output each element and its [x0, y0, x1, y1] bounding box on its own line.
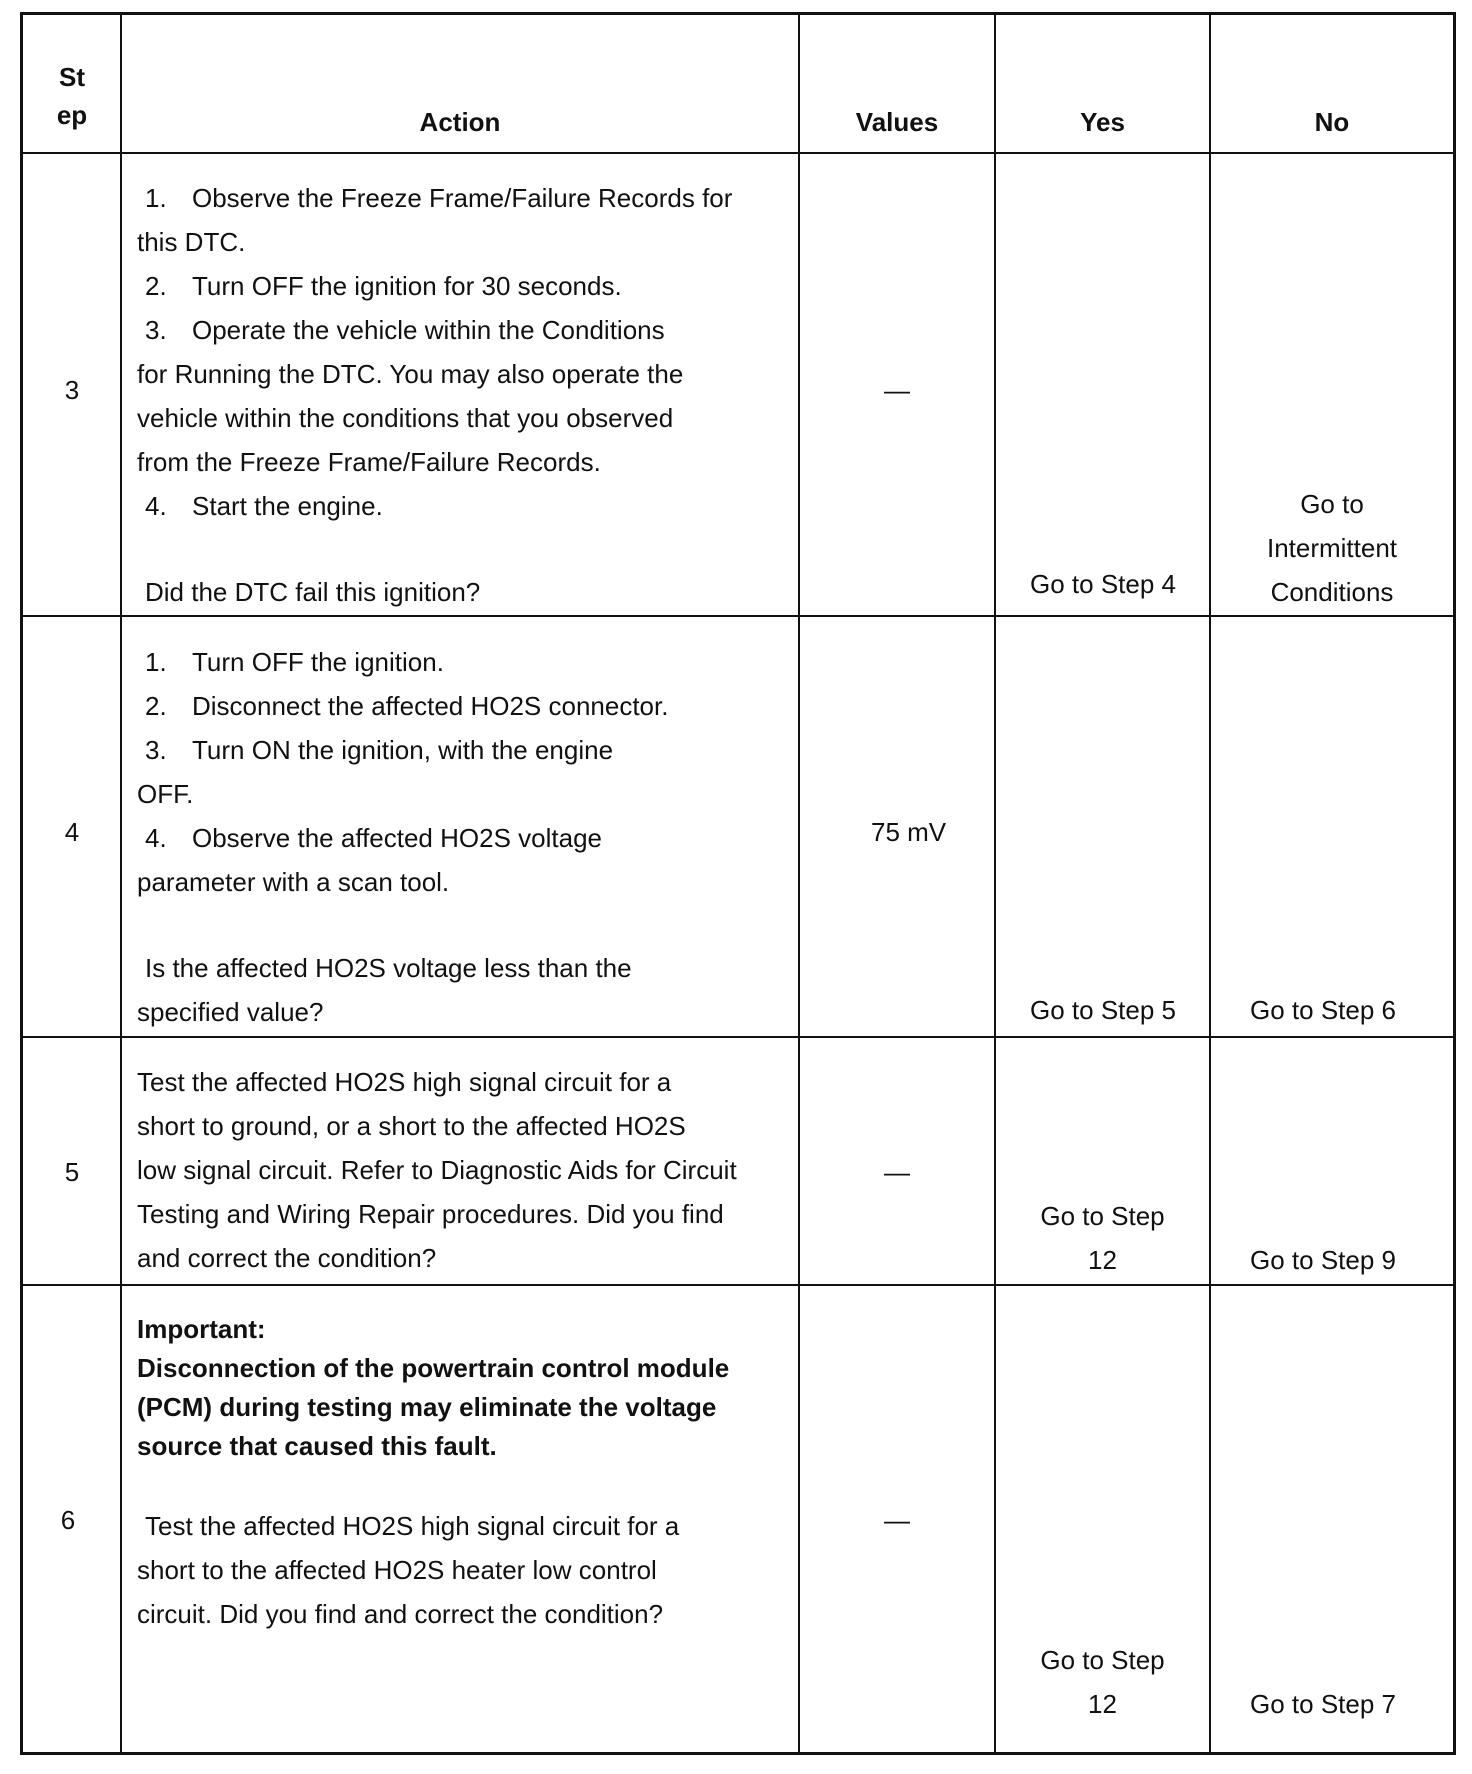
action-line: 2. Disconnect the affected HO2S connector.	[145, 691, 669, 721]
action-question: Did the DTC fail this ignition?	[145, 577, 481, 607]
diagnostic-table	[20, 12, 1456, 1755]
row-divider	[20, 1284, 1456, 1286]
row-5-values: —	[884, 1157, 910, 1187]
action-question: specified value?	[137, 997, 324, 1027]
row-6-step: 6	[60, 1505, 76, 1535]
action-line: Test the affected HO2S high signal circuit for a	[145, 1511, 680, 1541]
spacer	[137, 904, 792, 946]
action-line: 1. Observe the Freeze Frame/Failure Records for	[145, 183, 733, 213]
header-action: Action	[419, 107, 501, 137]
table-border-bottom	[20, 1752, 1456, 1755]
spacer	[137, 1466, 792, 1504]
action-line: Test the affected HO2S high signal circuit for a	[137, 1067, 672, 1097]
row-4-yes: Go to Step 5	[1030, 995, 1176, 1025]
important-line: (PCM) during testing may eliminate the voltage	[137, 1392, 717, 1422]
header-step	[24, 58, 120, 134]
action-line: for Running the DTC. You may also operate the	[137, 359, 684, 389]
action-line: Testing and Wiring Repair procedures. Did you find	[137, 1199, 724, 1229]
column-divider	[798, 12, 800, 1755]
row-5-no: Go to Step 9	[1250, 1245, 1396, 1275]
important-label: Important:	[137, 1314, 266, 1344]
row-6-action	[137, 1310, 792, 1636]
row-5-step: 5	[64, 1157, 80, 1187]
row-divider	[20, 615, 1456, 617]
table-border-top	[20, 12, 1456, 15]
action-line: this DTC.	[137, 227, 246, 257]
action-line: short to ground, or a short to the affected HO2S	[137, 1111, 686, 1141]
table-border-left	[20, 12, 23, 1755]
row-6-values: —	[884, 1505, 910, 1535]
row-6-no: Go to Step 7	[1250, 1689, 1396, 1719]
important-line: source that caused this fault.	[137, 1431, 497, 1461]
column-divider	[1209, 12, 1211, 1755]
action-line: 3. Operate the vehicle within the Conditions	[145, 315, 665, 345]
header-yes: Yes	[1080, 107, 1125, 137]
row-3-values: —	[884, 375, 910, 405]
column-divider	[994, 12, 996, 1755]
row-3-step: 3	[64, 375, 80, 405]
action-line: from the Freeze Frame/Failure Records.	[137, 447, 601, 477]
row-divider	[20, 1036, 1456, 1038]
action-line: vehicle within the conditions that you observed	[137, 403, 674, 433]
row-5-yes: Go to Step 12	[1040, 1201, 1165, 1275]
spacer	[137, 528, 792, 570]
header-no: No	[1314, 107, 1350, 137]
column-divider	[120, 12, 122, 1755]
row-3-yes: Go to Step 4	[1030, 569, 1176, 599]
header-step-line1: St	[59, 62, 85, 92]
action-line: 4. Observe the affected HO2S voltage	[145, 823, 602, 853]
action-line: OFF.	[137, 779, 194, 809]
row-4-values: 75 mV	[871, 817, 947, 847]
action-line: and correct the condition?	[137, 1243, 437, 1273]
action-line: 3. Turn ON the ignition, with the engine	[145, 735, 614, 765]
row-3-no: Go to Intermittent Conditions	[1266, 489, 1398, 607]
action-line: 1. Turn OFF the ignition.	[145, 647, 444, 677]
table-border-right	[1453, 12, 1456, 1755]
row-4-step: 4	[64, 817, 80, 847]
row-divider	[20, 152, 1456, 154]
action-line: circuit. Did you find and correct the condition?	[137, 1599, 664, 1629]
header-values: Values	[855, 107, 939, 137]
action-line: 4. Start the engine.	[145, 491, 383, 521]
row-4-no: Go to Step 6	[1250, 995, 1396, 1025]
action-line: short to the affected HO2S heater low control	[137, 1555, 657, 1585]
row-6-yes: Go to Step 12	[1040, 1645, 1165, 1719]
row-5-action	[137, 1060, 792, 1280]
header-step-line2: ep	[56, 100, 88, 130]
action-line: low signal circuit. Refer to Diagnostic Aids for Circuit	[137, 1155, 737, 1185]
row-3-action	[137, 176, 792, 614]
important-line: Disconnection of the powertrain control module	[137, 1353, 730, 1383]
row-4-action	[137, 640, 792, 1034]
action-question: Is the affected HO2S voltage less than the	[145, 953, 632, 983]
action-line: 2. Turn OFF the ignition for 30 seconds.	[145, 271, 622, 301]
action-line: parameter with a scan tool.	[137, 867, 450, 897]
